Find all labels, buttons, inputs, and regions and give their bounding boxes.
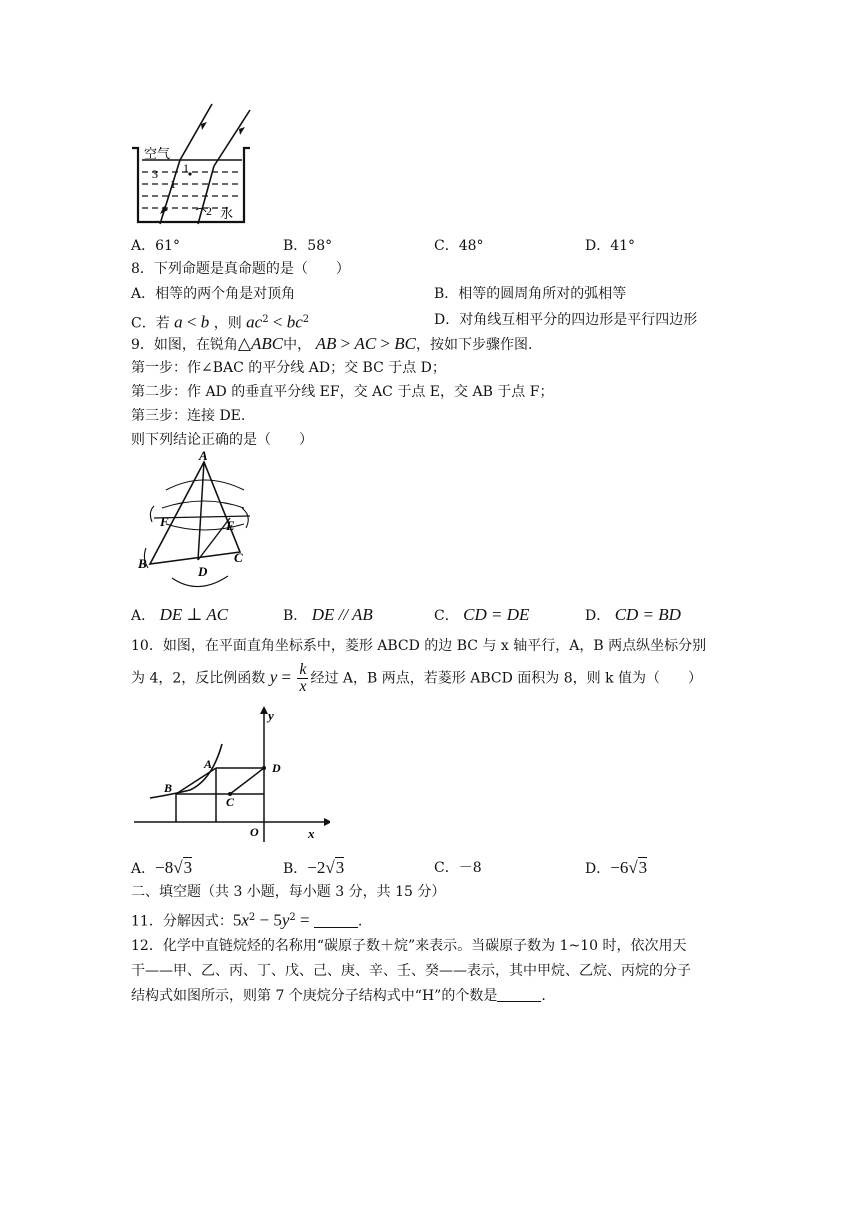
q9-ask: 则下列结论正确的是（ ） [131, 432, 313, 448]
q10-option-d: D．−6√3 [585, 858, 648, 877]
q7-option-c: C．48° [434, 238, 484, 254]
q10-stem-line2: 为 4，2，反比例函数 y = $\frac{k}{x}$ 经过 A，B 两点，若菱形 ABCD 面积为 8，则 k 值为（ ） [131, 661, 703, 695]
q8-option-b: B．相等的圆周角所对的弧相等 [434, 286, 627, 302]
q7-option-a: A．61° [131, 238, 180, 254]
q9-option-c: C． CD = DE [434, 605, 530, 624]
q7-option-d: D．41° [585, 238, 636, 254]
q9-step1: 第一步：作∠BAC 的平分线 AD；交 BC 于点 D； [131, 360, 446, 376]
q8-option-d: D．对角线互相平分的四边形是平行四边形 [434, 312, 698, 328]
q9-step3: 第三步：连接 DE. [131, 408, 246, 424]
label-air: 空气 [144, 146, 171, 161]
label-angle-1a: 1 [183, 161, 189, 175]
label-o: O [250, 825, 259, 839]
label-c: C [234, 550, 243, 565]
q12-line3: 结构式如图所示，则第 7 个庚烷分子结构式中“H”的个数是 . [131, 988, 546, 1004]
label-f: F [160, 514, 169, 529]
q9-step2: 第二步：作 AD 的垂直平分线 EF，交 AC 于点 E，交 AB 于点 F； [131, 384, 554, 400]
q9-option-d: D． CD = BD [585, 605, 681, 624]
triangle-construction-figure [132, 450, 262, 600]
q11: 11．分解因式：$5x^2 - 5y^2$ = . [131, 910, 363, 930]
rhombus-coordinate-figure [130, 704, 330, 844]
q9-option-a: A． DE ⊥ AC [131, 605, 229, 624]
label-e: E [226, 518, 235, 533]
q12-line2: 干——甲、乙、丙、丁、戊、己、庚、辛、壬、癸——表示，其中甲烷、乙烷、丙烷的分子 [131, 963, 691, 979]
q8-stem: 8．下列命题是真命题的是（ ） [131, 261, 350, 277]
q10-option-c: C．－8 [434, 860, 482, 876]
q8-option-c: C．若 a < b ，则 $ac^2 < bc^2$ [131, 312, 310, 332]
label-angle-3: 3 [152, 167, 158, 181]
label-y: y [268, 708, 274, 723]
label-x: x [308, 826, 315, 841]
label-water: 水 [220, 206, 234, 221]
q10-option-a: A．−8√3 [131, 858, 193, 877]
section-heading: 二、填空题（共 3 小题，每小题 3 分，共 15 分） [131, 884, 446, 900]
label-a: A [199, 450, 208, 463]
label-c: C [226, 795, 235, 809]
label-d: D [198, 564, 208, 579]
q10-option-b: B．−2√3 [283, 858, 345, 877]
label-d: D [272, 761, 281, 775]
q7-option-b: B．58° [283, 238, 333, 254]
label-a: A [204, 757, 213, 771]
label-b: B [164, 781, 173, 795]
label-b: B [138, 556, 147, 571]
q10-stem-line1: 10．如图，在平面直角坐标系中，菱形 ABCD 的边 BC 与 x 轴平行，A，B 两点纵坐标分别 [131, 638, 707, 654]
q12-line1: 12．化学中直链烷烃的名称用“碳原子数＋烷”来表示。当碳原子数为 1~10 时，依次用天 [131, 938, 687, 954]
q9-stem: 9．如图，在锐角△ABC中， AB > AC > BC，按如下步骤作图. [131, 334, 533, 353]
q8-option-a: A．相等的两个角是对顶角 [131, 286, 296, 302]
label-angle-2: 2 [206, 204, 212, 218]
q9-option-b: B． DE // AB [283, 605, 373, 624]
label-angle-1b: 1 [170, 177, 176, 191]
refraction-figure [128, 102, 258, 228]
